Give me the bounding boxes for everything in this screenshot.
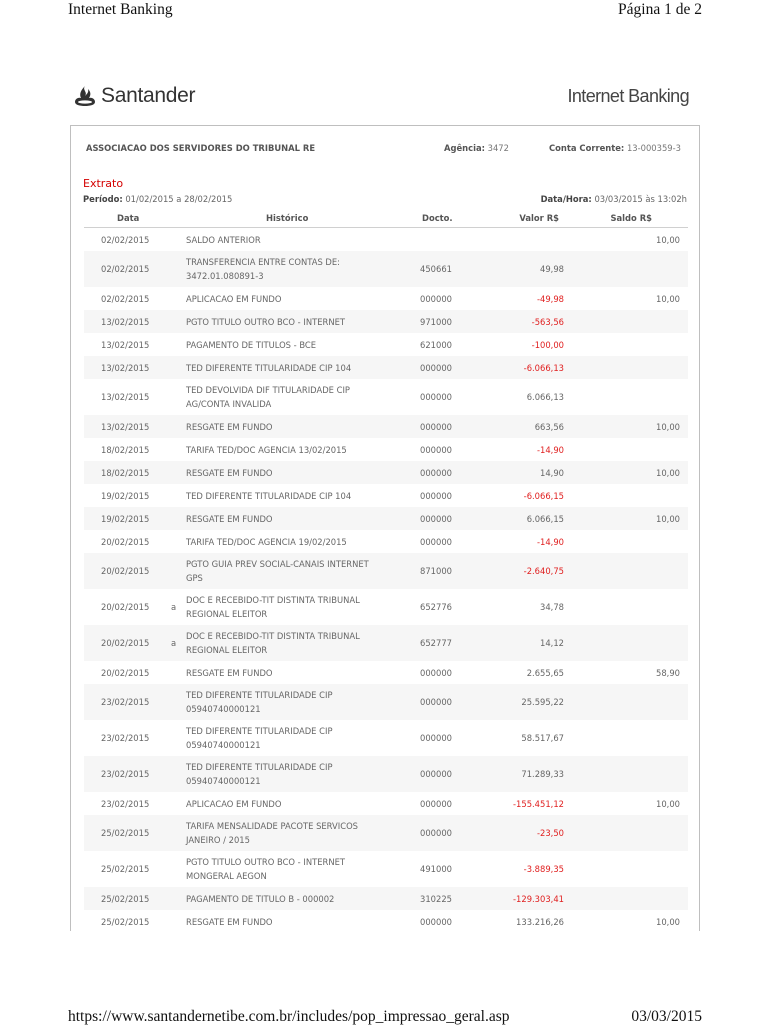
cell-valor: -3.889,35: [523, 864, 564, 874]
cell-valor: -100,00: [531, 339, 564, 350]
cell-valor: -129.303,41: [513, 893, 564, 904]
table-row: [84, 356, 688, 379]
conta-info: [549, 143, 681, 153]
cell-saldo: 10,00: [656, 293, 680, 304]
cell-docto: 000000: [420, 490, 452, 501]
cell-docto: 000000: [420, 733, 452, 743]
conta-label: Conta Corrente:: [549, 143, 625, 153]
cell-saldo: 10,00: [656, 234, 680, 245]
table-row: [84, 661, 688, 684]
cell-date: 20/02/2015: [101, 536, 150, 547]
cell-historico: SALDO ANTERIOR: [186, 234, 261, 245]
cell-date: 23/02/2015: [101, 697, 150, 707]
cell-valor: -14,90: [537, 536, 564, 547]
cell-historico: PAGAMENTO DE TITULO B - 000002: [186, 893, 335, 904]
conta-value: 13-000359-3: [626, 143, 681, 153]
cell-date: 25/02/2015: [101, 864, 150, 874]
cell-historico: TRANSFERENCIA ENTRE CONTAS DE: 3472.01.080891-3: [186, 257, 340, 281]
cell-valor: -155.451,12: [513, 798, 564, 809]
cell-valor: 14,12: [540, 638, 564, 648]
cell-docto: 491000: [420, 864, 452, 874]
table-header: [84, 208, 688, 228]
cell-date: 20/02/2015: [101, 566, 150, 576]
table-body: [84, 228, 688, 933]
cell-valor: -2.640,75: [523, 566, 564, 576]
cell-docto: 000000: [420, 536, 452, 547]
cell-valor: 2.655,65: [526, 667, 564, 678]
cell-docto: 000000: [420, 828, 452, 838]
cell-historico: RESGATE EM FUNDO: [186, 667, 273, 678]
cell-historico: TARIFA MENSALIDADE PACOTE SERVICOS JANEIRO / 2015: [186, 821, 359, 845]
print-footer: [0, 1006, 768, 1026]
cell-valor: 14,90: [540, 467, 564, 478]
table-row: [84, 415, 688, 438]
cell-docto: 621000: [420, 339, 452, 350]
flame-icon: [74, 85, 96, 107]
table-row: [84, 851, 688, 887]
cell-valor: 6.066,15: [526, 513, 564, 524]
cell-valor: -23,50: [537, 828, 564, 838]
cell-date: 02/02/2015: [101, 293, 150, 304]
table-row: [84, 684, 688, 720]
cell-docto: 000000: [420, 798, 452, 809]
header-historico: Histórico: [266, 213, 309, 223]
santander-logo: [74, 82, 195, 110]
cell-date: 20/02/2015: [101, 602, 150, 612]
cell-valor: 663,56: [534, 421, 564, 432]
cell-date: 18/02/2015: [101, 467, 150, 478]
cell-historico: APLICACAO EM FUNDO: [186, 293, 282, 304]
cell-date: 23/02/2015: [101, 798, 150, 809]
cell-date: 19/02/2015: [101, 490, 150, 501]
table-row: [84, 589, 688, 625]
cell-docto: 000000: [420, 362, 452, 373]
cell-docto: 652777: [420, 638, 452, 648]
period-label: Período:: [83, 194, 123, 204]
cell-docto: 000000: [420, 697, 452, 707]
cell-docto: 000000: [420, 513, 452, 524]
print-footer-url: https://www.santandernetibe.com.br/includes/pop_impressao_geral.asp: [68, 1008, 510, 1025]
account-holder: ASSOCIACAO DOS SERVIDORES DO TRIBUNAL RE: [86, 143, 316, 153]
cell-docto: 871000: [420, 566, 452, 576]
header-data: Data: [117, 213, 140, 223]
cell-historico: TED DIFERENTE TITULARIDADE CIP 104: [186, 362, 352, 373]
cell-historico: RESGATE EM FUNDO: [186, 916, 273, 927]
cell-docto: 000000: [420, 916, 452, 927]
header-saldo: Saldo R$: [610, 213, 652, 223]
cell-docto: 652776: [420, 602, 452, 612]
cell-docto: 000000: [420, 293, 452, 304]
table-row: [84, 792, 688, 815]
table-row: [84, 461, 688, 484]
cell-valor: -6.066,13: [523, 362, 564, 373]
table-row: [84, 625, 688, 661]
cell-valor: -563,56: [531, 316, 564, 327]
cell-docto: 000000: [420, 444, 452, 455]
table-row: [84, 438, 688, 461]
cell-historico: PAGAMENTO DE TITULOS - BCE: [186, 339, 317, 350]
cell-date: 25/02/2015: [101, 893, 150, 904]
table-row: [84, 910, 688, 933]
statement-panel: [70, 125, 700, 931]
table-row: [84, 228, 688, 251]
brand-bar: [74, 80, 694, 112]
cell-valor: 6.066,13: [526, 392, 564, 402]
cell-historico: PGTO TITULO OUTRO BCO - INTERNET MONGERAL AEGON: [186, 857, 345, 881]
cell-valor: 71.289,33: [521, 769, 564, 779]
cell-historico: TED DEVOLVIDA DIF TITULARIDADE CIP AG/CONTA INVALIDA: [186, 385, 350, 409]
table-row: [84, 720, 688, 756]
header-valor: Valor R$: [519, 213, 559, 223]
cell-date: 13/02/2015: [101, 392, 150, 402]
datetime-info: [541, 194, 687, 204]
cell-historico: TARIFA TED/DOC AGENCIA 19/02/2015: [186, 536, 347, 547]
header-docto: Docto.: [422, 213, 453, 223]
cell-docto: 000000: [420, 667, 452, 678]
cell-historico: TED DIFERENTE TITULARIDADE CIP 104: [186, 490, 352, 501]
product-name: Internet Banking: [567, 86, 689, 106]
cell-valor: 133.216,26: [516, 916, 564, 927]
statement-title: Extrato: [83, 177, 124, 190]
cell-valor: -14,90: [537, 444, 564, 455]
period-info: [83, 194, 232, 204]
cell-historico: TARIFA TED/DOC AGENCIA 13/02/2015: [186, 444, 347, 455]
cell-saldo: 10,00: [656, 798, 680, 809]
cell-date: 13/02/2015: [101, 362, 150, 373]
cell-date: 19/02/2015: [101, 513, 150, 524]
cell-date: 20/02/2015: [101, 667, 150, 678]
cell-docto: 000000: [420, 392, 452, 402]
cell-docto: 310225: [420, 893, 452, 904]
agencia-value: 3472: [487, 143, 509, 153]
cell-docto: 000000: [420, 421, 452, 432]
period-value: 01/02/2015 a 28/02/2015: [125, 194, 233, 204]
cell-date: 25/02/2015: [101, 828, 150, 838]
cell-saldo: 10,00: [656, 467, 680, 478]
cell-historico: PGTO GUIA PREV SOCIAL-CANAIS INTERNET GPS: [186, 559, 369, 583]
print-header-title: Internet Banking: [68, 1, 173, 18]
cell-date: 13/02/2015: [101, 421, 150, 432]
cell-historico: DOC E RECEBIDO-TIT DISTINTA TRIBUNAL REGIONAL ELEITOR: [186, 631, 360, 655]
table-row: [84, 379, 688, 415]
table-row: [84, 887, 688, 910]
cell-date: 13/02/2015: [101, 316, 150, 327]
table-row: [84, 251, 688, 287]
cell-historico: TED DIFERENTE TITULARIDADE CIP 05940740000121: [186, 726, 333, 750]
cell-saldo: 10,00: [656, 916, 680, 927]
cell-valor: 25.595,22: [521, 697, 564, 707]
cell-mark: a: [171, 602, 177, 612]
datetime-label: Data/Hora:: [540, 194, 592, 204]
table-row: [84, 553, 688, 589]
cell-historico: DOC E RECEBIDO-TIT DISTINTA TRIBUNAL REGIONAL ELEITOR: [186, 595, 360, 619]
table-row: [84, 756, 688, 792]
cell-docto: 000000: [420, 769, 452, 779]
cell-date: 18/02/2015: [101, 444, 150, 455]
cell-docto: 450661: [420, 264, 452, 274]
transactions-table: [84, 208, 688, 933]
cell-historico: APLICACAO EM FUNDO: [186, 798, 282, 809]
cell-historico: TED DIFERENTE TITULARIDADE CIP 05940740000121: [186, 690, 333, 714]
print-header-page-number: Página 1 de 2: [618, 1, 702, 18]
logo-text: Santander: [101, 84, 196, 107]
cell-valor: 49,98: [540, 264, 564, 274]
cell-saldo: 58,90: [656, 667, 680, 678]
table-row: [84, 333, 688, 356]
cell-historico: TED DIFERENTE TITULARIDADE CIP 05940740000121: [186, 762, 333, 786]
cell-docto: 971000: [420, 316, 452, 327]
cell-historico: PGTO TITULO OUTRO BCO - INTERNET: [186, 316, 345, 327]
cell-date: 02/02/2015: [101, 264, 150, 274]
table-row: [84, 310, 688, 333]
cell-date: 20/02/2015: [101, 638, 150, 648]
table-row: [84, 287, 688, 310]
table-row: [84, 815, 688, 851]
cell-valor: 34,78: [540, 602, 564, 612]
cell-valor: -49,98: [537, 293, 564, 304]
datetime-value: 03/03/2015 às 13:02h: [594, 194, 687, 204]
cell-saldo: 10,00: [656, 513, 680, 524]
table-row: [84, 507, 688, 530]
cell-saldo: 10,00: [656, 421, 680, 432]
cell-date: 13/02/2015: [101, 339, 150, 350]
table-row: [84, 530, 688, 553]
cell-historico: RESGATE EM FUNDO: [186, 513, 273, 524]
cell-date: 25/02/2015: [101, 916, 150, 927]
print-header: [0, 0, 768, 24]
cell-date: 23/02/2015: [101, 769, 150, 779]
cell-historico: RESGATE EM FUNDO: [186, 467, 273, 478]
cell-valor: 58.517,67: [521, 733, 564, 743]
cell-historico: RESGATE EM FUNDO: [186, 421, 273, 432]
cell-docto: 000000: [420, 467, 452, 478]
cell-date: 23/02/2015: [101, 733, 150, 743]
cell-date: 02/02/2015: [101, 234, 150, 245]
cell-valor: -6.066,15: [523, 490, 564, 501]
cell-mark: a: [171, 638, 177, 648]
table-row: [84, 484, 688, 507]
agencia-label: Agência:: [444, 143, 485, 153]
agencia-info: [444, 143, 509, 153]
print-footer-date: 03/03/2015: [631, 1008, 702, 1025]
